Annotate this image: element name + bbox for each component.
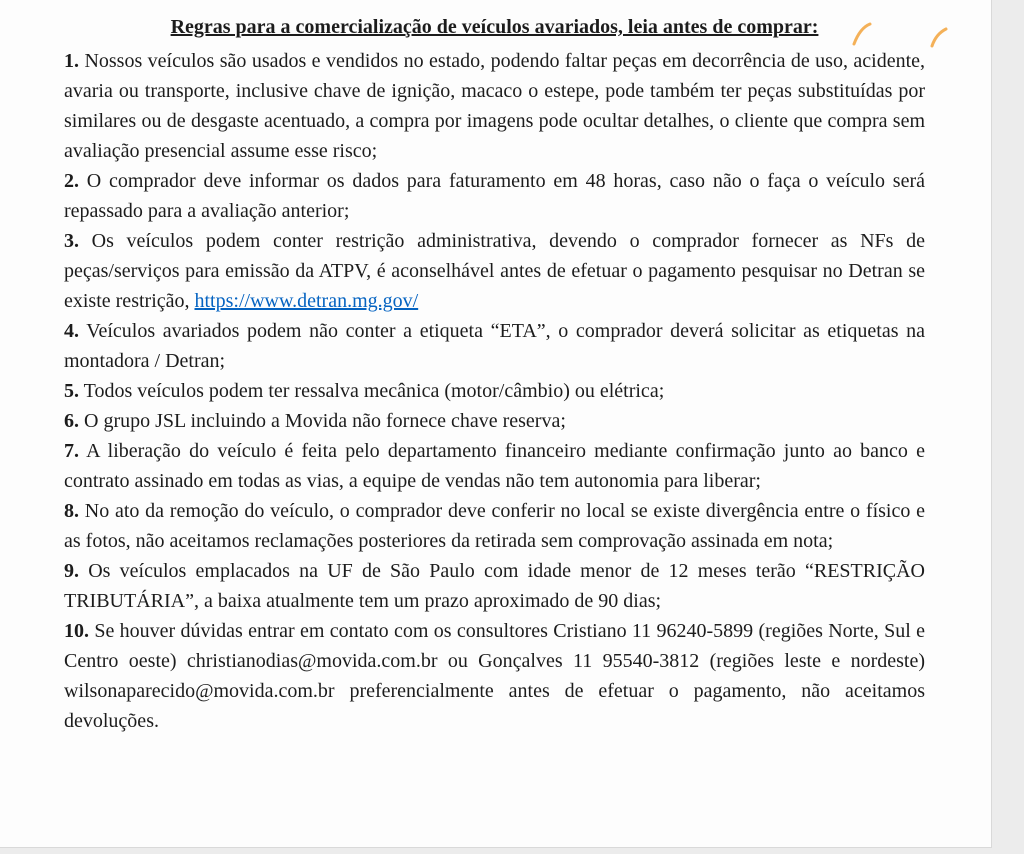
document-title — [64, 12, 925, 42]
rule-text: Os veículos podem conter restrição administrativa, devendo o comprador fornecer as NFs de peças/serviços para emissão da ATPV, é aconselhável antes de efetuar o pagamento pesquisar no Detran se existe restrição, — [64, 230, 926, 312]
rule-number: 3. — [64, 230, 79, 252]
rule-number: 4. — [64, 320, 79, 342]
rule-item — [64, 166, 925, 226]
rule-text: Todos veículos podem ter ressalva mecânica (motor/câmbio) ou elétrica; — [83, 380, 665, 402]
rule-text: Os veículos emplacados na UF de São Paulo com idade menor de 12 meses terão “RESTRIÇÃO TRIBUTÁRIA”, a baixa atualmente tem um prazo aproximado de 90 dias; — [64, 560, 926, 612]
rule-item — [64, 616, 925, 736]
rule-number: 1. — [64, 50, 79, 72]
rule-item — [64, 376, 925, 406]
rule-text: O grupo JSL incluindo a Movida não fornece chave reserva; — [84, 410, 566, 432]
document-title-text: Regras para a comercialização de veículos avariados, leia antes de comprar: — [170, 16, 819, 38]
rule-item — [64, 226, 925, 316]
rule-number: 9. — [64, 560, 79, 582]
rule-item — [64, 46, 925, 166]
rule-text: A liberação do veículo é feita pelo departamento financeiro mediante confirmação junto ao banco e contrato assinado em todas as vias, a equipe de vendas não tem autonomia para liberar; — [64, 440, 926, 492]
rule-number: 7. — [64, 440, 79, 462]
detran-link[interactable]: https://www.detran.mg.gov/ — [194, 290, 419, 312]
rule-number: 10. — [64, 620, 89, 642]
rule-text: No ato da remoção do veículo, o comprador deve conferir no local se existe divergência entre o físico e as fotos, não aceitamos reclamações posteriores da retirada sem comprovação assinada em nota; — [64, 500, 925, 552]
rule-number: 5. — [64, 380, 79, 402]
rule-text: Nossos veículos são usados e vendidos no estado, podendo faltar peças em decorrência de uso, acidente, avaria ou transporte, inclusive chave de ignição, macaco o estepe, pode também ter peças substituídas por similares ou de desgaste acentuado, a compra por imagens pode ocultar detalhes, o cliente que compra sem avaliação presencial assume esse risco; — [64, 50, 925, 162]
rule-item — [64, 406, 925, 436]
rule-item — [64, 316, 925, 376]
rule-item — [64, 496, 925, 556]
rule-item — [64, 556, 925, 616]
rule-item — [64, 436, 925, 496]
rule-text: Se houver dúvidas entrar em contato com os consultores Cristiano 11 96240-5899 (regiões Norte, Sul e Centro oeste) christianodias@movida.com.br ou Gonçalves 11 95540-3812 (regiões leste e nordeste) wilsonaparecido@movida.com.br preferencialmente antes de efetuar o pagamento, não aceitamos devoluções. — [64, 620, 925, 732]
rule-text: Veículos avariados podem não conter a etiqueta “ETA”, o comprador deverá solicitar as etiquetas na montadora / Detran; — [64, 320, 925, 372]
rule-number: 8. — [64, 500, 79, 522]
rule-text: O comprador deve informar os dados para faturamento em 48 horas, caso não o faça o veículo será repassado para a avaliação anterior; — [64, 170, 925, 222]
rule-number: 6. — [64, 410, 79, 432]
rule-number: 2. — [64, 170, 79, 192]
